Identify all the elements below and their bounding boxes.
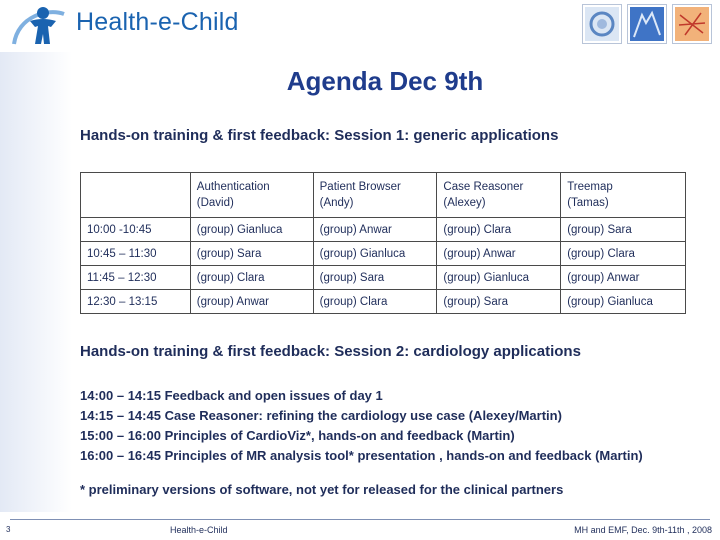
table-cell: 10:00 -10:45 <box>81 218 191 242</box>
footer-event: MH and EMF, Dec. 9th-11th , 2008 <box>574 525 712 535</box>
xray-thumbnail-icon <box>627 4 667 44</box>
table-cell: (group) Sara <box>437 290 561 314</box>
table-cell: (group) Anwar <box>437 242 561 266</box>
header-cell-time <box>81 173 191 218</box>
table-cell: 12:30 – 13:15 <box>81 290 191 314</box>
table-cell: 11:45 – 12:30 <box>81 266 191 290</box>
header-cell-authentication: Authentication (David) <box>190 173 313 218</box>
header-cell-patient-browser: Patient Browser (Andy) <box>313 173 437 218</box>
table-cell: (group) Gianluca <box>561 290 686 314</box>
table-cell: (group) Gianluca <box>437 266 561 290</box>
network-thumbnail-icon <box>582 4 622 44</box>
session2-heading: Hands-on training & first feedback: Session 2: cardiology applications <box>80 343 581 360</box>
schedule-item: 15:00 – 16:00 Principles of CardioViz*, hands-on and feedback (Martin) <box>80 428 515 443</box>
table-cell: (group) Sara <box>313 266 437 290</box>
table-row <box>81 218 686 242</box>
page-number: 3 <box>6 525 11 534</box>
table-cell: (group) Anwar <box>313 218 437 242</box>
table-cell: (group) Clara <box>313 290 437 314</box>
schedule-item: 14:15 – 14:45 Case Reasoner: refining the cardiology use case (Alexey/Martin) <box>80 408 562 423</box>
table-cell: (group) Gianluca <box>313 242 437 266</box>
table-cell: 10:45 – 11:30 <box>81 242 191 266</box>
header <box>0 0 720 52</box>
schedule-item: 16:00 – 16:45 Principles of MR analysis tool* presentation , hands-on and feedback (Martin) <box>80 448 643 463</box>
session1-table <box>80 172 686 314</box>
schedule-item: 14:00 – 14:15 Feedback and open issues of day 1 <box>80 388 383 403</box>
footer-title: Health-e-Child <box>170 525 228 535</box>
preliminary-note: * preliminary versions of software, not yet for released for the clinical partners <box>80 482 564 497</box>
page-title: Agenda Dec 9th <box>286 66 484 96</box>
table-row <box>81 266 686 290</box>
heart-scan-thumbnail-icon <box>672 4 712 44</box>
table-row <box>81 242 686 266</box>
table-cell: (group) Gianluca <box>190 218 313 242</box>
logo-text: Health-e-Child <box>76 8 239 36</box>
table-cell: (group) Anwar <box>190 290 313 314</box>
table-cell: (group) Sara <box>190 242 313 266</box>
table-cell: (group) Sara <box>561 218 686 242</box>
header-cell-treemap: Treemap (Tamas) <box>561 173 686 218</box>
footer-divider <box>10 519 710 520</box>
table-header-row <box>81 173 686 218</box>
session1-heading: Hands-on training & first feedback: Session 1: generic applications <box>80 127 559 144</box>
table-cell: (group) Clara <box>561 242 686 266</box>
table-cell: (group) Anwar <box>561 266 686 290</box>
header-cell-case-reasoner: Case Reasoner (Alexey) <box>437 173 561 218</box>
table-cell: (group) Clara <box>190 266 313 290</box>
table-cell: (group) Clara <box>437 218 561 242</box>
table-row <box>81 290 686 314</box>
header-thumbnails <box>582 4 712 44</box>
session2-schedule <box>80 386 643 466</box>
left-decorative-band <box>0 52 72 512</box>
child-figure-logo-icon <box>8 4 70 50</box>
